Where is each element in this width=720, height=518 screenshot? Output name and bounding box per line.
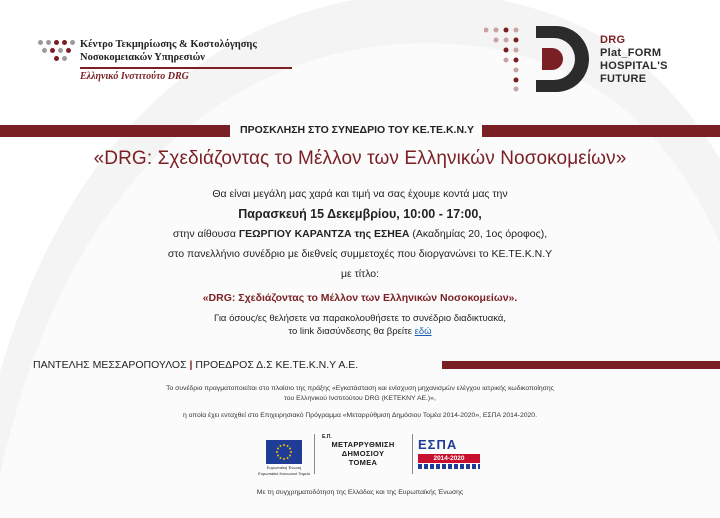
event-date: Παρασκευή 15 Δεκεμβρίου, 10:00 - 17:00,	[238, 207, 482, 221]
venue-prefix: στην αίθουσα	[172, 228, 239, 240]
online-attendance-note	[60, 312, 660, 338]
body-line-greeting: Θα είναι μεγάλη μας χαρά και τιμή να σας έχουμε κοντά μας την	[212, 188, 508, 200]
banner-bar-right	[482, 125, 720, 137]
conference-title: «DRG: Σχεδιάζοντας το Μέλλον των Ελληνικών Νοσοκομείων»	[93, 148, 627, 169]
eu-caption-2: Ευρωπαϊκό Κοινωνικό Ταμείο	[258, 471, 310, 476]
drg-line-4: FUTURE	[600, 73, 647, 85]
cofinancing-caption: Με τη συγχρηματοδότηση της Ελλάδας και της Ευρωπαϊκής Ένωσης	[256, 489, 464, 496]
org-name-line-3: Ελληνικό Ινστιτούτο DRG	[80, 71, 189, 82]
venue-address: (Ακαδημίας 20, 1ος όροφος),	[409, 228, 548, 240]
banner-bar-left	[0, 125, 230, 137]
epp-line-1: ΜΕΤΑΡΡΥΘΜΙΣΗ	[331, 440, 395, 449]
signature-bar	[442, 361, 720, 369]
funding-statement	[60, 384, 660, 421]
espa-title: ΕΣΠΑ	[418, 437, 458, 452]
eu-flag-icon	[266, 440, 302, 464]
drg-line-2: Plat_FORM	[600, 47, 662, 59]
drg-platform-logo-text	[600, 34, 668, 86]
espa-stripes	[418, 464, 480, 469]
body-line-title-intro: με τίτλο:	[340, 268, 380, 280]
reform-programme-logo-icon	[318, 434, 408, 476]
online-note-line-1: Για όσους/ες θελήσετε να παρακολουθήσετε το συνέδριο διαδικτυακά,	[214, 313, 506, 324]
online-note-text: το link διασύνδεσης θα βρείτε	[288, 326, 415, 337]
org-name-line-2: Νοσοκομειακών Υπηρεσιών	[80, 52, 205, 63]
epp-line-2: ΔΗΜΟΣΙΟΥ	[341, 449, 385, 458]
online-note-line-2	[60, 325, 660, 338]
drg-line-1: DRG	[600, 34, 626, 46]
funding-logos	[258, 432, 488, 476]
drg-dots-d-logo-icon	[484, 24, 594, 94]
signatory-role: ΠΡΟΕΔΡΟΣ Δ.Σ ΚΕ.ΤΕ.Κ.Ν.Υ Α.Ε.	[192, 359, 359, 371]
venue-name: ΓΕΩΡΓΙΟΥ ΚΑΡΑΝΤΖΑ της ΕΣΗΕΑ	[238, 228, 410, 240]
funding-line-1: Το συνέδριο πραγματοποιείται στο πλαίσιο της πράξης «Εγκατάσταση και ενίσχυση μηχανισμών ελέγχου ιατρικής κωδικοποίησης	[166, 385, 554, 392]
funding-line-2: του Ελληνικού Ινστιτούτου DRG (ΚΕΤΕΚΝΥ ΑΕ.)»,	[284, 395, 436, 402]
epp-line-3: ΤΟΜΕΑ	[348, 458, 378, 467]
invitation-body	[60, 184, 660, 308]
org-logo-rule	[80, 67, 292, 69]
online-link[interactable]: εδώ	[414, 326, 432, 337]
body-line-organizer: στο πανελλήνιο συνέδριο με διεθνείς συμμετοχές που διοργανώνει το ΚΕ.ΤΕ.Κ.Ν.Υ	[167, 248, 553, 260]
funding-line-3: η οποία έχει ενταχθεί στο Επιχειρησιακό Πρόγραμμα «Μεταρρύθμιση Δημόσιου Τομέα 2014-2020», ΕΣΠΑ 2014-2020.	[183, 412, 537, 419]
signature-row	[0, 359, 720, 375]
espa-logo-icon	[418, 438, 480, 472]
eu-logo	[258, 440, 310, 476]
epp-prefix: Ε.Π.	[322, 434, 332, 440]
invitation-label: ΠΡΟΣΚΛΗΣΗ ΣΤΟ ΣΥΝΕΔΡΙΟ ΤΟΥ ΚΕ.ΤΕ.Κ.Ν.Υ	[240, 124, 474, 136]
signature-separator: |	[189, 359, 193, 371]
logo-divider	[412, 434, 413, 474]
conference-title-repeat: «DRG: Σχεδιάζοντας το Μέλλον των Ελληνικών Νοσοκομείων».	[202, 292, 518, 304]
org-name-line-1: Κέντρο Τεκμηρίωσης & Κοστολόγησης	[80, 39, 257, 50]
logo-divider	[314, 434, 315, 474]
organization-logo	[80, 38, 292, 82]
drg-line-3: HOSPITAL'S	[600, 60, 668, 72]
signature-text	[33, 359, 358, 371]
signatory-name: ΠΑΝΤΕΛΗΣ ΜΕΣΣΑΡΟΠΟΥΛΟΣ	[33, 359, 187, 371]
espa-years: 2014-2020	[418, 454, 480, 463]
event-venue	[60, 224, 660, 244]
eu-caption: Ευρωπαϊκή Ένωση	[266, 465, 302, 470]
invitation-banner	[0, 125, 720, 139]
